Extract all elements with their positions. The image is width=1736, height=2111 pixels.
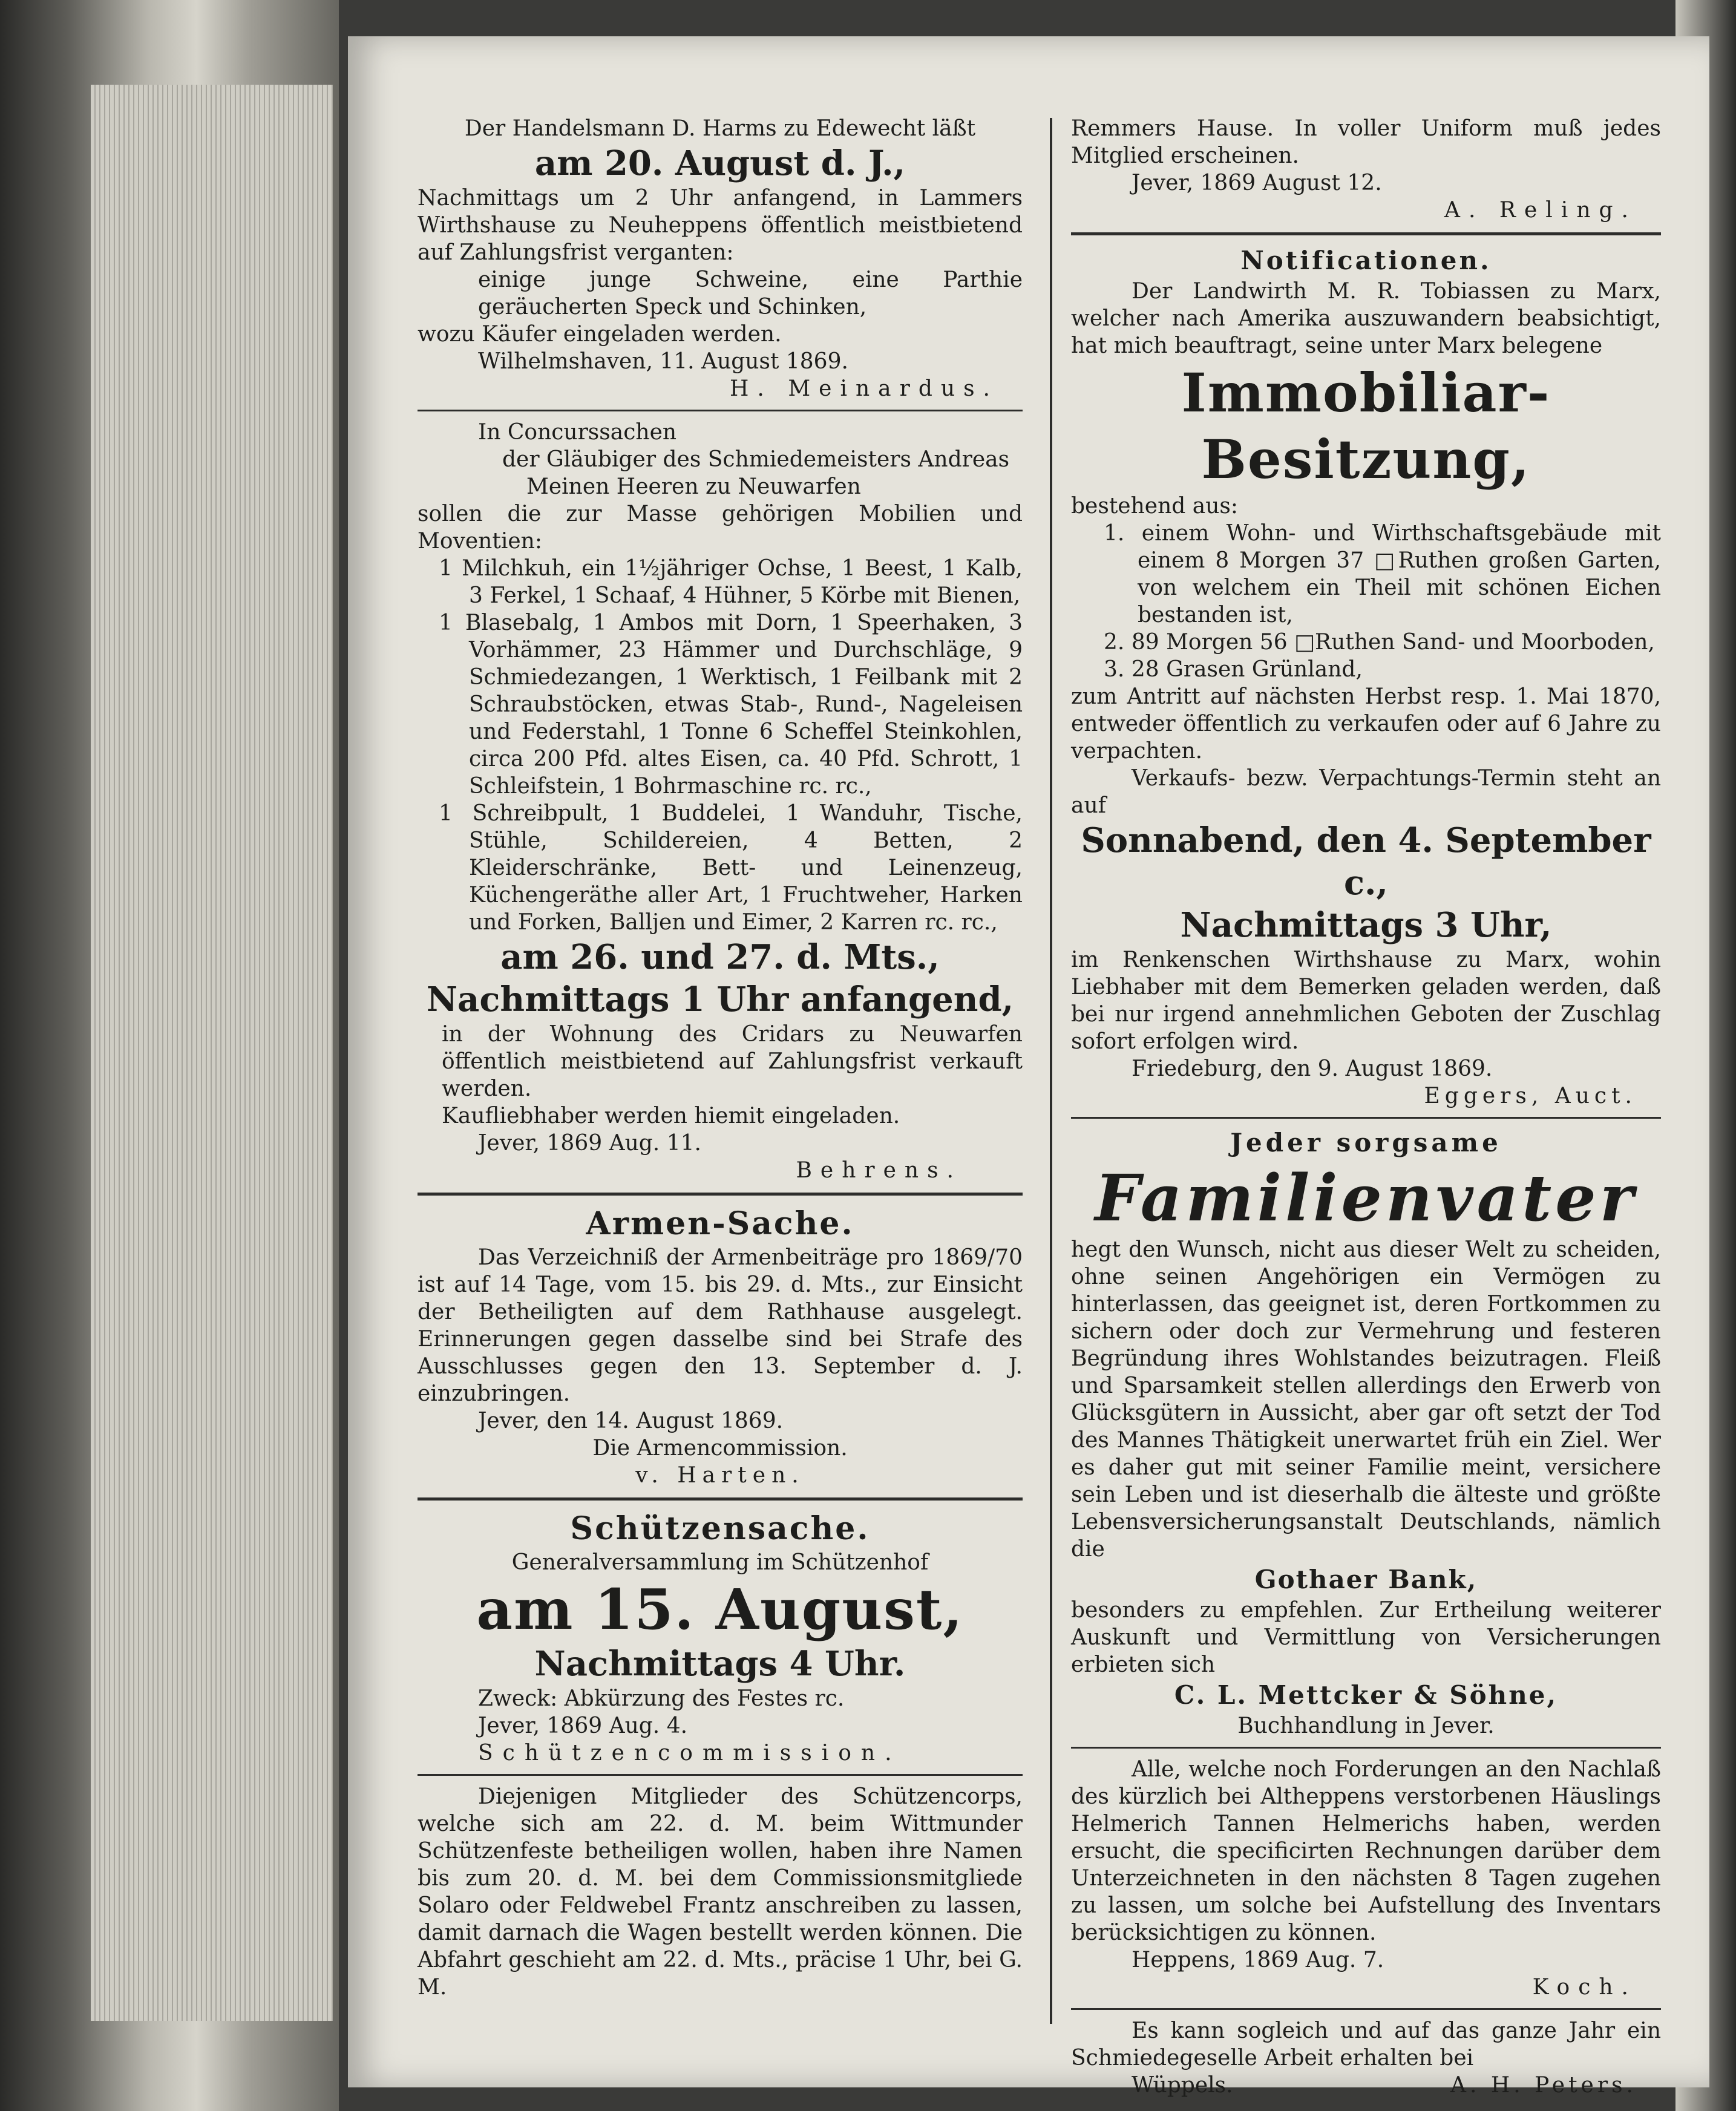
schuetzensache-ad (418, 1509, 1023, 1767)
list-item: 1. einem Wohn- und Wirthschaftsgebäude mit einem 8 Morgen 37 □Ruthen großen Garten, von welchem ein Theil mit schönen Eichen bestanden ist, (1104, 521, 1661, 627)
ad-place: Heppens, 1869 Aug. 7. (1132, 1948, 1384, 1972)
firm-sub: Buchhandlung in Jever. (1237, 1713, 1495, 1738)
auction-ad-harms (418, 115, 1023, 402)
stacked-pages (91, 85, 333, 2021)
list-item: 3. 28 Grasen Grünland, (1104, 657, 1363, 682)
separator (418, 1497, 1023, 1501)
ad-line: sollen die zur Masse gehörigen Mobilien und Moventien: (418, 502, 1023, 554)
ad-date: am 15. August, (476, 1577, 964, 1642)
ad-body: besonders zu empfehlen. Zur Ertheilung weiterer Auskunft und Vermittlung von Versicherungen erbieten sich (1071, 1598, 1661, 1677)
newspaper-page (348, 36, 1709, 2098)
ad-signer: Die Armencommission. (592, 1436, 848, 1461)
separator (418, 1774, 1023, 1776)
separator (418, 410, 1023, 411)
ad-time: Nachmittags 3 Uhr, (1180, 905, 1552, 945)
separator (1071, 232, 1661, 235)
ad-date: Sonnabend, den 4. September c., (1081, 820, 1651, 903)
ad-signature: A. H. Peters. (1450, 2073, 1637, 2098)
ad-body: Diejenigen Mitglieder des Schützencorps, welche sich am 22. d. M. beim Wittmunder Schützenfeste betheiligen wollen, haben ihre Namen bis zum 20. d. M. bei dem Commissionsmitgliede Solaro oder Feldwebel Frantz anschreiben zu lassen, damit darnach die Wagen bestellt werden können. Die Abfahrt geschieht am 22. d. Mts., präcise 1 Uhr, bei G. M. (418, 1784, 1023, 2000)
ad-date: am 20. August d. J., (534, 143, 906, 183)
ad-purpose: Zweck: Abkürzung des Festes rc. (478, 1686, 845, 1711)
separator (1071, 2008, 1661, 2010)
ad-signature: Schützencommission. (478, 1741, 902, 1766)
ad-place: Jever, 1869 August 12. (1132, 171, 1382, 195)
book-page-edges (0, 0, 339, 2111)
ad-body: Remmers Hause. In voller Uniform muß jedes Mitglied erscheinen. (1071, 116, 1661, 168)
separator (418, 1193, 1023, 1196)
ad-signature: Eggers, Auct. (1424, 1084, 1637, 1108)
schuetzencorps-ad (418, 1783, 1023, 2001)
notificationen-ad (1071, 244, 1661, 1110)
ad-heading: Jeder sorgsame (1230, 1128, 1502, 1157)
ad-item: 1 Schreibpult, 1 Buddelei, 1 Wanduhr, Tische, Stühle, Schildereien, 4 Betten, 2 Kleiderschränke, Bett- und Leinenzeug, Küchengeräthe aller Art, 1 Fruchtweher, Harken und Forken, Balljen und Eimer, 2 Karren rc. rc., (439, 801, 1023, 935)
bank-name: Gothaer Bank, (1254, 1565, 1478, 1594)
ad-signature: Behrens. (796, 1158, 962, 1183)
separator (1071, 1747, 1661, 1749)
ad-time: Nachmittags 4 Uhr. (534, 1644, 906, 1684)
ad-body: Es kann sogleich und auf das ganze Jahr ein Schmiedegeselle Arbeit erhalten bei (1071, 2018, 1661, 2070)
ad-location: im Renkenschen Wirthshause zu Marx, wohin Liebhaber mit dem Bemerken geladen werden, daß bei nur irgend annehmlichen Geboten der Zuschlag sofort erfolgen wird. (1071, 947, 1661, 1054)
ad-time: Nachmittags 1 Uhr anfangend, (426, 980, 1014, 1019)
ad-items: einige junge Schweine, eine Parthie geräucherten Speck und Schinken, (478, 267, 1023, 319)
ad-line: Meinen Heeren zu Neuwarfen (526, 474, 861, 499)
ad-invite: wozu Käufer eingeladen werden. (418, 322, 782, 347)
gothaer-bank-ad (1071, 1126, 1661, 1740)
ad-item: 1 Blasebalg, 1 Ambos mit Dorn, 1 Speerhaken, 3 Vorhämmer, 23 Hämmer und Durchschläge, 9 Schmiedezangen, 1 Werktisch, 1 Feilbank mit 2 Schraubstöcken, etwas Stab-, Rund-, Nageleisen und Federstahl, 1 Tonne 6 Scheffel Steinkohlen, circa 200 Pfd. altes Eisen, ca. 40 Pfd. Schrott, 1 Schleifstein, 1 Bohrmaschine rc. rc., (439, 610, 1023, 799)
ad-invite: Kaufliebhaber werden hiemit eingeladen. (442, 1104, 900, 1128)
ad-title: Familienvater (1095, 1160, 1637, 1236)
ad-signer: v. Harten. (635, 1463, 805, 1488)
ad-body: in der Wohnung des Cridars zu Neuwarfen öffentlich meistbietend auf Zahlungsfrist verkauft werden. (442, 1022, 1023, 1101)
ad-body: Der Landwirth M. R. Tobiassen zu Marx, welcher nach Amerika auszuwandern beabsichtigt, hat mich beauftragt, seine unter Marx belegene (1071, 279, 1661, 358)
ad-heading: Notificationen. (1240, 246, 1492, 275)
ad-body: Alle, welche noch Forderungen an den Nachlaß des kürzlich bei Altheppens verstorbenen Häuslings Helmerich Tannen Helmerichs haben, werden ersucht, die specificirten Rechnungen darüber dem Unterzeichneten in den nächsten 8 Tagen zugehen zu lassen, um solche bei Aufstellung des Inventars berücksichtigen zu können. (1071, 1757, 1661, 1945)
ad-termin: Verkaufs- bezw. Verpachtungs-Termin steht an auf (1071, 766, 1661, 818)
ad-title: Immobiliar-Besitzung, (1181, 361, 1551, 491)
ad-signature: Koch. (1532, 1975, 1637, 2000)
armen-sache-ad (418, 1204, 1023, 1489)
ad-date: am 26. und 27. d. Mts., (500, 937, 940, 977)
property-list (1071, 520, 1661, 683)
right-column (1071, 115, 1661, 2099)
ad-place: Jever, 1869 Aug. 11. (478, 1131, 701, 1156)
schmiedegeselle-ad (1071, 2017, 1661, 2099)
ad-signature: A. Reling. (1444, 198, 1637, 223)
ad-place: Friedeburg, den 9. August 1869. (1132, 1056, 1493, 1081)
ad-body: Nachmittags um 2 Uhr anfangend, in Lammers Wirthshause zu Neuheppens öffentlich meistbietend auf Zahlungsfrist verganten: (418, 186, 1023, 265)
list-item: 2. 89 Morgen 56 □Ruthen Sand- und Moorboden, (1104, 630, 1655, 655)
ad-heading: Schützensache. (570, 1510, 870, 1547)
ad-body: hegt den Wunsch, nicht aus dieser Welt zu scheiden, ohne seinen Angehörigen ein Vermögen zu hinterlassen, das geeignet ist, deren Fortkommen zu sichern oder doch zur Vermehrung und festeren Begründung ihres Wohlstandes beizutragen. Fleiß und Sparsamkeit stellen allerdings den Erwerb von Glücksgütern in Aussicht, aber gar oft setzt der Tod des Mannes Thätigkeit unerwartet früh ein Ziel. Wer es daher gut mit seiner Familie meint, versichere sein Leben und ist dieserhalb die älteste und größte Lebensversicherungsanstalt Deutschlands, nämlich die (1071, 1237, 1661, 1562)
ad-place: Wilhelmshaven, 11. August 1869. (478, 349, 848, 374)
ad-place: Wüppels. (1132, 2073, 1233, 2098)
ad-line: der Gläubiger des Schmiedemeisters Andreas (502, 447, 1010, 472)
ad-terms: zum Antritt auf nächsten Herbst resp. 1. Mai 1870, entweder öffentlich zu verkaufen oder auf 6 Jahre zu verpachten. (1071, 684, 1661, 764)
nachlass-ad (1071, 1756, 1661, 2001)
ad-signature: H. Meinardus. (730, 376, 998, 401)
separator (1071, 1117, 1661, 1119)
ad-line: Der Handelsmann D. Harms zu Edewecht läßt (464, 116, 976, 141)
firm-name: C. L. Mettcker & Söhne, (1174, 1680, 1558, 1710)
ad-subheading: Generalversammlung im Schützenhof (511, 1550, 929, 1575)
schuetzencorps-ad-continued (1071, 115, 1661, 224)
ad-place: Jever, 1869 Aug. 4. (478, 1713, 688, 1738)
ad-line: In Concurssachen (478, 420, 677, 445)
ad-place: Jever, den 14. August 1869. (478, 1409, 784, 1433)
ad-heading: Armen-Sache. (586, 1205, 854, 1242)
ad-body: Das Verzeichniß der Armenbeiträge pro 1869/70 ist auf 14 Tage, vom 15. bis 29. d. Mts., zur Einsicht der Betheiligten auf dem Rathhause ausgelegt. Erinnerungen gegen dasselbe sind bei Strafe des Ausschlusses gegen den 13. September d. J. einzubringen. (418, 1245, 1023, 1406)
ad-intro: bestehend aus: (1071, 494, 1239, 519)
concurs-ad (418, 419, 1023, 1184)
column-divider (1050, 118, 1052, 2024)
left-column (418, 115, 1023, 2001)
ad-item: 1 Milchkuh, ein 1½jähriger Ochse, 1 Beest, 1 Kalb, 3 Ferkel, 1 Schaaf, 4 Hühner, 5 Körbe mit Bienen, (439, 556, 1023, 608)
